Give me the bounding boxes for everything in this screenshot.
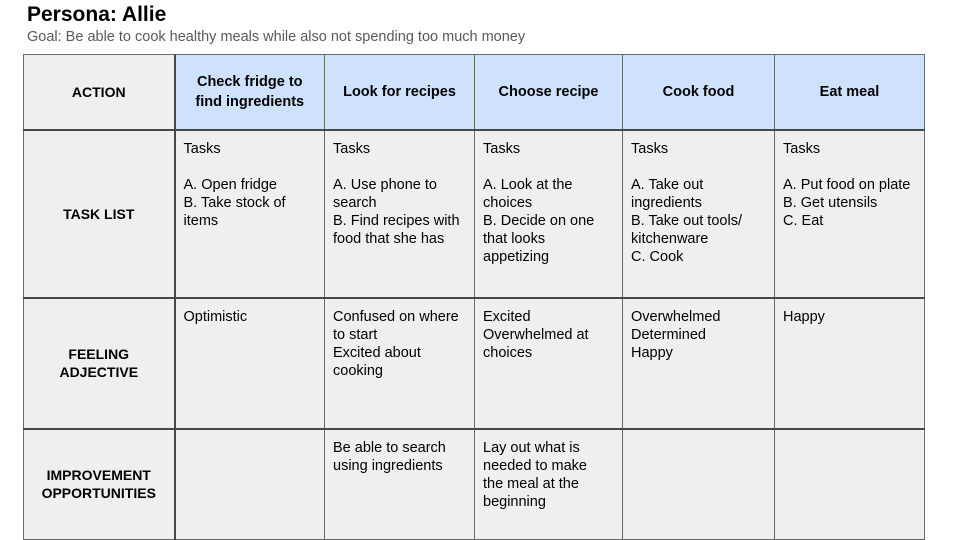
persona-title: Persona: Allie bbox=[27, 3, 167, 26]
improvements-look-for-recipes bbox=[325, 429, 475, 540]
stage-header-check-fridge bbox=[175, 55, 325, 130]
cell-line: choices bbox=[483, 344, 533, 361]
cell-line: appetizing bbox=[483, 248, 550, 265]
cell-line: Check fridge to bbox=[196, 73, 303, 90]
tasks-cook-food bbox=[623, 130, 775, 298]
cell-line bbox=[483, 158, 614, 176]
tasks-look-for-recipes bbox=[325, 130, 475, 298]
cell-line: choices bbox=[483, 194, 533, 211]
cell-line: A. Look at the bbox=[483, 176, 573, 193]
feelings-check-fridge bbox=[175, 298, 325, 429]
improvements-cook-food bbox=[623, 429, 775, 540]
journey-map-table bbox=[23, 54, 925, 540]
cell-line: Overwhelmed at bbox=[483, 326, 589, 343]
cell-line bbox=[783, 158, 916, 176]
cell-line: Excited about bbox=[333, 344, 421, 361]
cell-line: A. Take out bbox=[631, 176, 704, 193]
cell-line: OPPORTUNITIES bbox=[41, 485, 156, 502]
feelings-choose-recipe bbox=[475, 298, 623, 429]
cell-line: B. Decide on one bbox=[483, 212, 595, 229]
cell-line: A. Open fridge bbox=[183, 176, 277, 193]
cell-line: A. Use phone to bbox=[333, 176, 437, 193]
cell-line: Tasks bbox=[183, 140, 221, 157]
tasks-check-fridge bbox=[175, 130, 325, 298]
cell-line: Lay out what is bbox=[483, 439, 580, 456]
cell-line: Happy bbox=[631, 344, 673, 361]
cell-line: Tasks bbox=[333, 140, 371, 157]
cell-line: find ingredients bbox=[195, 93, 305, 110]
cell-line: food that she has bbox=[333, 230, 445, 247]
cell-line: C. Cook bbox=[631, 248, 684, 265]
tasks-eat-meal bbox=[775, 130, 925, 298]
cell-line: B. Take out tools/ bbox=[631, 212, 742, 229]
cell-line: Tasks bbox=[631, 140, 669, 157]
cell-line: kitchenware bbox=[631, 230, 709, 247]
cell-line: ADJECTIVE bbox=[59, 364, 139, 380]
cell-line: Confused on where bbox=[333, 308, 459, 325]
cell-line: A. Put food on plate bbox=[783, 176, 911, 193]
cell-line: B. Take stock of bbox=[183, 194, 286, 211]
cell-line: cooking bbox=[333, 362, 383, 379]
improvements-choose-recipe bbox=[475, 429, 623, 540]
improvement-row bbox=[24, 429, 925, 540]
feeling-row-label bbox=[24, 298, 175, 429]
cell-line bbox=[184, 158, 317, 176]
cell-line: needed to make bbox=[483, 457, 587, 474]
feelings-eat-meal bbox=[775, 298, 925, 429]
cell-line: Look for recipes bbox=[343, 83, 456, 100]
cell-line: Determined bbox=[631, 326, 706, 343]
tasks-choose-recipe bbox=[475, 130, 623, 298]
improvements-eat-meal bbox=[775, 429, 925, 540]
cell-line: FEELING bbox=[68, 346, 130, 362]
cell-line: IMPROVEMENT bbox=[46, 467, 151, 484]
cell-line: beginning bbox=[483, 493, 546, 510]
cell-line: ingredients bbox=[631, 194, 702, 211]
cell-line: Excited bbox=[483, 308, 531, 325]
feelings-look-for-recipes bbox=[325, 298, 475, 429]
task-list-row bbox=[24, 130, 925, 298]
cell-line bbox=[631, 158, 766, 176]
cell-line: B. Find recipes with bbox=[333, 212, 460, 229]
cell-line: to start bbox=[333, 326, 378, 343]
cell-line: Tasks bbox=[483, 140, 521, 157]
cell-line: C. Eat bbox=[783, 212, 824, 229]
cell-line: Cook food bbox=[662, 83, 735, 100]
stage-header-choose-recipe bbox=[475, 55, 623, 130]
cell-line: Optimistic bbox=[183, 308, 248, 325]
improvement-row-label bbox=[24, 429, 175, 540]
stage-header-eat-meal bbox=[775, 55, 925, 130]
persona-goal: Goal: Be able to cook healthy meals while also not spending too much money bbox=[27, 29, 526, 45]
cell-line: Tasks bbox=[783, 140, 821, 157]
feelings-cook-food bbox=[623, 298, 775, 429]
action-row bbox=[24, 55, 925, 130]
improvements-check-fridge bbox=[175, 429, 325, 540]
cell-line: Happy bbox=[783, 308, 825, 325]
cell-line bbox=[333, 158, 466, 176]
cell-line: search bbox=[333, 194, 377, 211]
stage-header-cook-food bbox=[623, 55, 775, 130]
cell-line: that looks bbox=[483, 230, 546, 247]
cell-line: items bbox=[183, 212, 219, 229]
action-row-label: ACTION bbox=[24, 55, 175, 130]
cell-line: Eat meal bbox=[819, 83, 880, 100]
cell-line: B. Get utensils bbox=[783, 194, 878, 211]
cell-line: Overwhelmed bbox=[631, 308, 721, 325]
feeling-row bbox=[24, 298, 925, 429]
stage-header-look-for-recipes bbox=[325, 55, 475, 130]
task-list-row-label: TASK LIST bbox=[24, 130, 175, 298]
cell-line: Choose recipe bbox=[498, 83, 599, 100]
cell-line: using ingredients bbox=[333, 457, 443, 474]
cell-line: the meal at the bbox=[483, 475, 579, 492]
cell-line: Be able to search bbox=[333, 439, 446, 456]
